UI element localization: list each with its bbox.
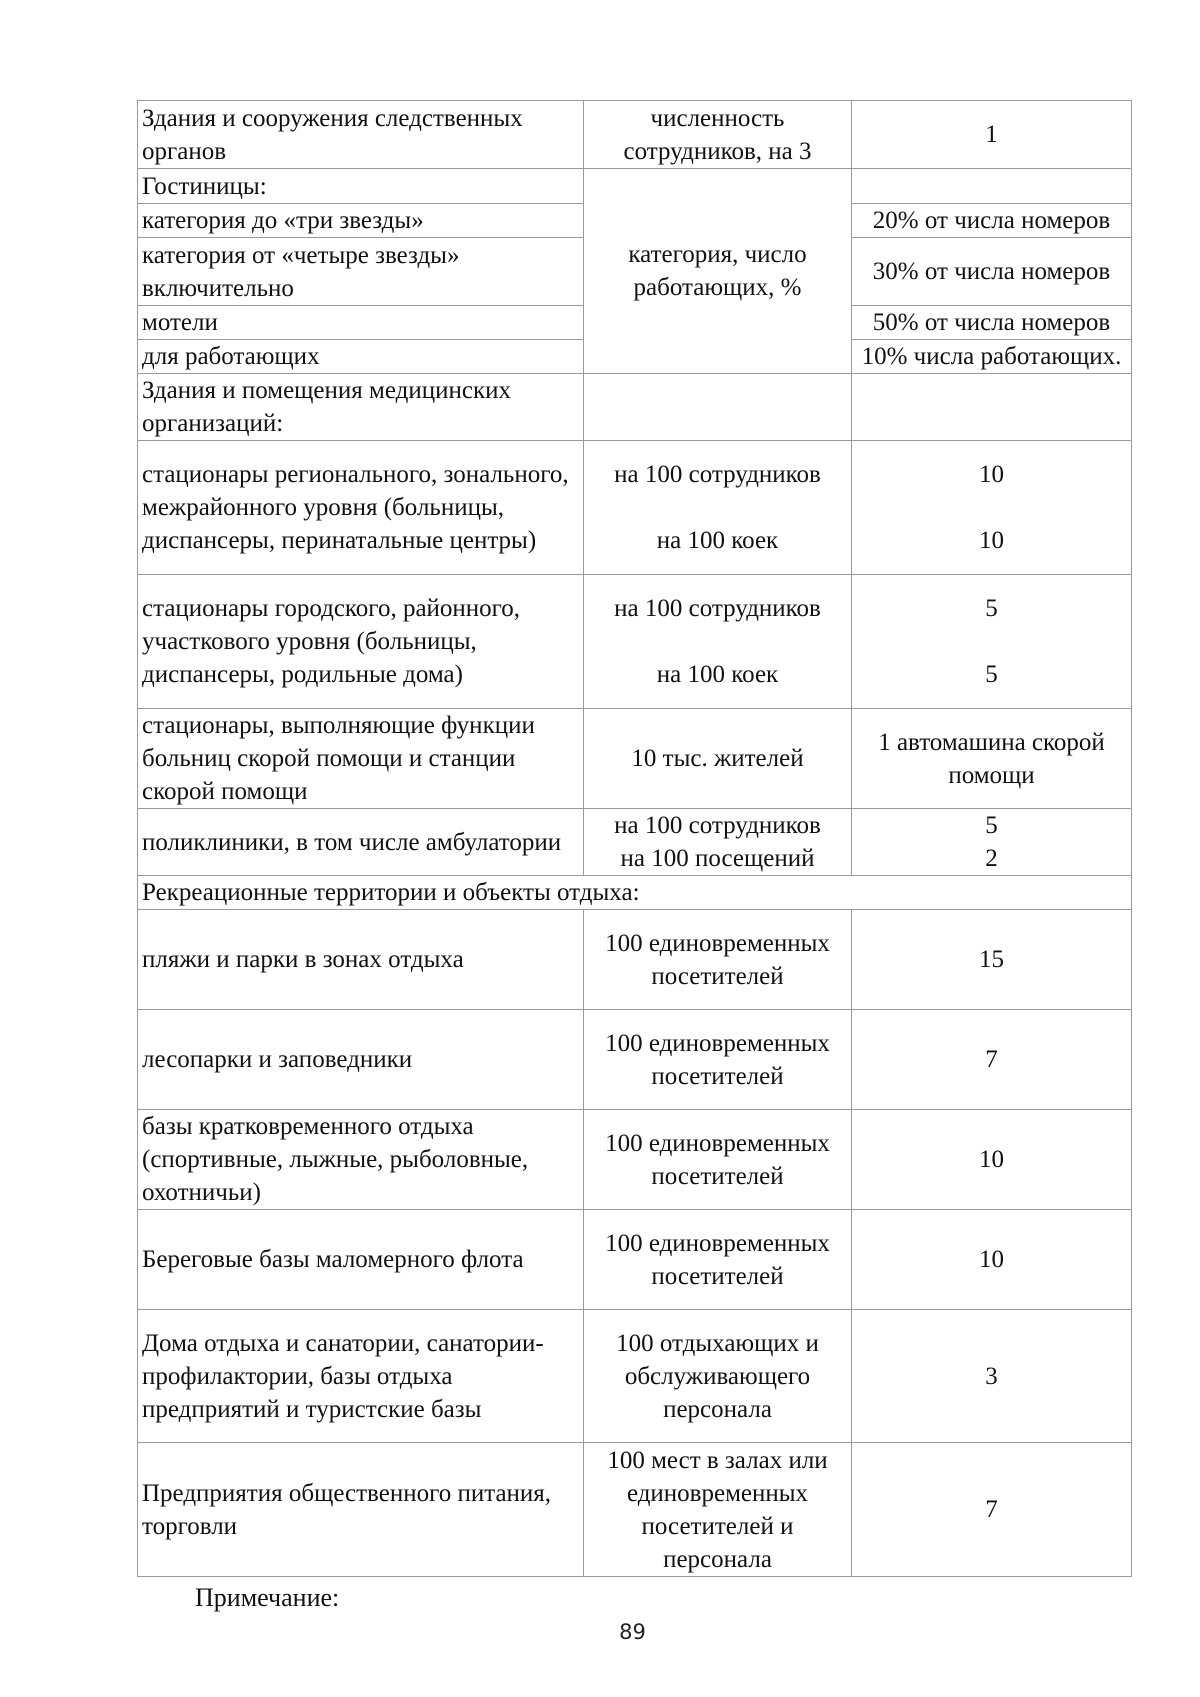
cell-object: Предприятия общественного питания, торговли	[138, 1443, 584, 1577]
cell-value: 3	[852, 1310, 1132, 1443]
cell-unit	[584, 169, 852, 374]
hotels-unit-text: категория, число работающих, %	[628, 241, 807, 301]
cell-value: 20% от числа номеров	[852, 204, 1132, 238]
cell-value: 50% от числа номеров	[852, 306, 1132, 340]
page-number: 89	[619, 1620, 646, 1644]
cell-unit: 100 единовременных посетителей	[584, 1010, 852, 1110]
unit-line: на 100 сотрудников	[614, 461, 821, 488]
cell-value: 1	[852, 101, 1132, 169]
unit-line: на 100 сотрудников	[614, 812, 821, 839]
cell-object: пляжи и парки в зонах отдыха	[138, 910, 584, 1010]
table-row	[138, 1310, 1132, 1443]
table-row	[138, 441, 1132, 575]
cell-value	[852, 374, 1132, 441]
cell-value: 30% от числа номеров	[852, 238, 1132, 306]
section-heading: Рекреационные территории и объекты отдыха:	[138, 876, 1132, 910]
cell-object: Дома отдыха и санатории, санатории-профилактории, базы отдыха предприятий и туристские базы	[138, 1310, 584, 1443]
value-line: 5	[985, 595, 998, 622]
cell-object: Береговые базы маломерного флота	[138, 1210, 584, 1310]
table-row	[138, 1110, 1132, 1210]
cell-value: 7	[852, 1010, 1132, 1110]
cell-unit: 100 единовременных посетителей	[584, 1210, 852, 1310]
cell-object: лесопарки и заповедники	[138, 1010, 584, 1110]
table-row	[138, 1010, 1132, 1110]
table-row	[138, 101, 1132, 169]
cell-object: Здания и помещения медицинских организаций:	[138, 374, 584, 441]
cell-unit: численность сотрудников, на 3	[584, 101, 852, 169]
table-row	[138, 374, 1132, 441]
unit-line: на 100 посещений	[620, 845, 815, 872]
cell-unit: 10 тыс. жителей	[584, 709, 852, 809]
table-row	[138, 1210, 1132, 1310]
cell-value: 10% числа работающих.	[852, 340, 1132, 374]
cell-object: Гостиницы:	[138, 169, 584, 204]
parking-norms-table	[137, 100, 1132, 1577]
cell-unit	[584, 809, 852, 876]
cell-unit	[584, 441, 852, 575]
cell-object: мотели	[138, 306, 584, 340]
cell-unit: 100 единовременных посетителей	[584, 1110, 852, 1210]
table-row	[138, 709, 1132, 809]
cell-value	[852, 441, 1132, 575]
cell-value: 10	[852, 1210, 1132, 1310]
cell-value: 1 автомашина скорой помощи	[852, 709, 1132, 809]
value-line: 5	[985, 812, 998, 839]
unit-line: на 100 коек	[656, 661, 779, 688]
cell-value: 10	[852, 1110, 1132, 1210]
cell-unit: 100 мест в залах или единовременных посетителей и персонала	[584, 1443, 852, 1577]
value-line: 10	[979, 527, 1004, 554]
cell-value	[852, 575, 1132, 709]
table-row	[138, 876, 1132, 910]
unit-line: на 100 сотрудников	[614, 595, 821, 622]
table-row	[138, 1443, 1132, 1577]
cell-object: стационары регионального, зонального, межрайонного уровня (больницы, диспансеры, перинатальные центры)	[138, 441, 584, 575]
cell-object: поликлиники, в том числе амбулатории	[138, 809, 584, 876]
cell-object: стационары, выполняющие функции больниц скорой помощи и станции скорой помощи	[138, 709, 584, 809]
cell-unit: 100 отдыхающих и обслуживающего персонала	[584, 1310, 852, 1443]
cell-object: категория до «три звезды»	[138, 204, 584, 238]
cell-unit	[584, 374, 852, 441]
note-label: Примечание:	[195, 1583, 340, 1612]
cell-object: категория от «четыре звезды» включительно	[138, 238, 584, 306]
cell-value: 7	[852, 1443, 1132, 1577]
unit-line: на 100 коек	[656, 527, 779, 554]
table-row	[138, 169, 1132, 204]
cell-object: Здания и сооружения следственных органов	[138, 101, 584, 169]
cell-value: 15	[852, 910, 1132, 1010]
cell-object: для работающих	[138, 340, 584, 374]
value-line: 2	[985, 845, 998, 872]
cell-object: стационары городского, районного, участкового уровня (больницы, диспансеры, родильные дома)	[138, 575, 584, 709]
cell-value	[852, 169, 1132, 204]
value-line: 5	[985, 661, 998, 688]
cell-value	[852, 809, 1132, 876]
value-line: 10	[979, 461, 1004, 488]
cell-unit	[584, 575, 852, 709]
table-row	[138, 910, 1132, 1010]
cell-unit: 100 единовременных посетителей	[584, 910, 852, 1010]
table-row	[138, 809, 1132, 876]
table-row	[138, 575, 1132, 709]
cell-object: базы кратковременного отдыха (спортивные, лыжные, рыболовные, охотничьи)	[138, 1110, 584, 1210]
